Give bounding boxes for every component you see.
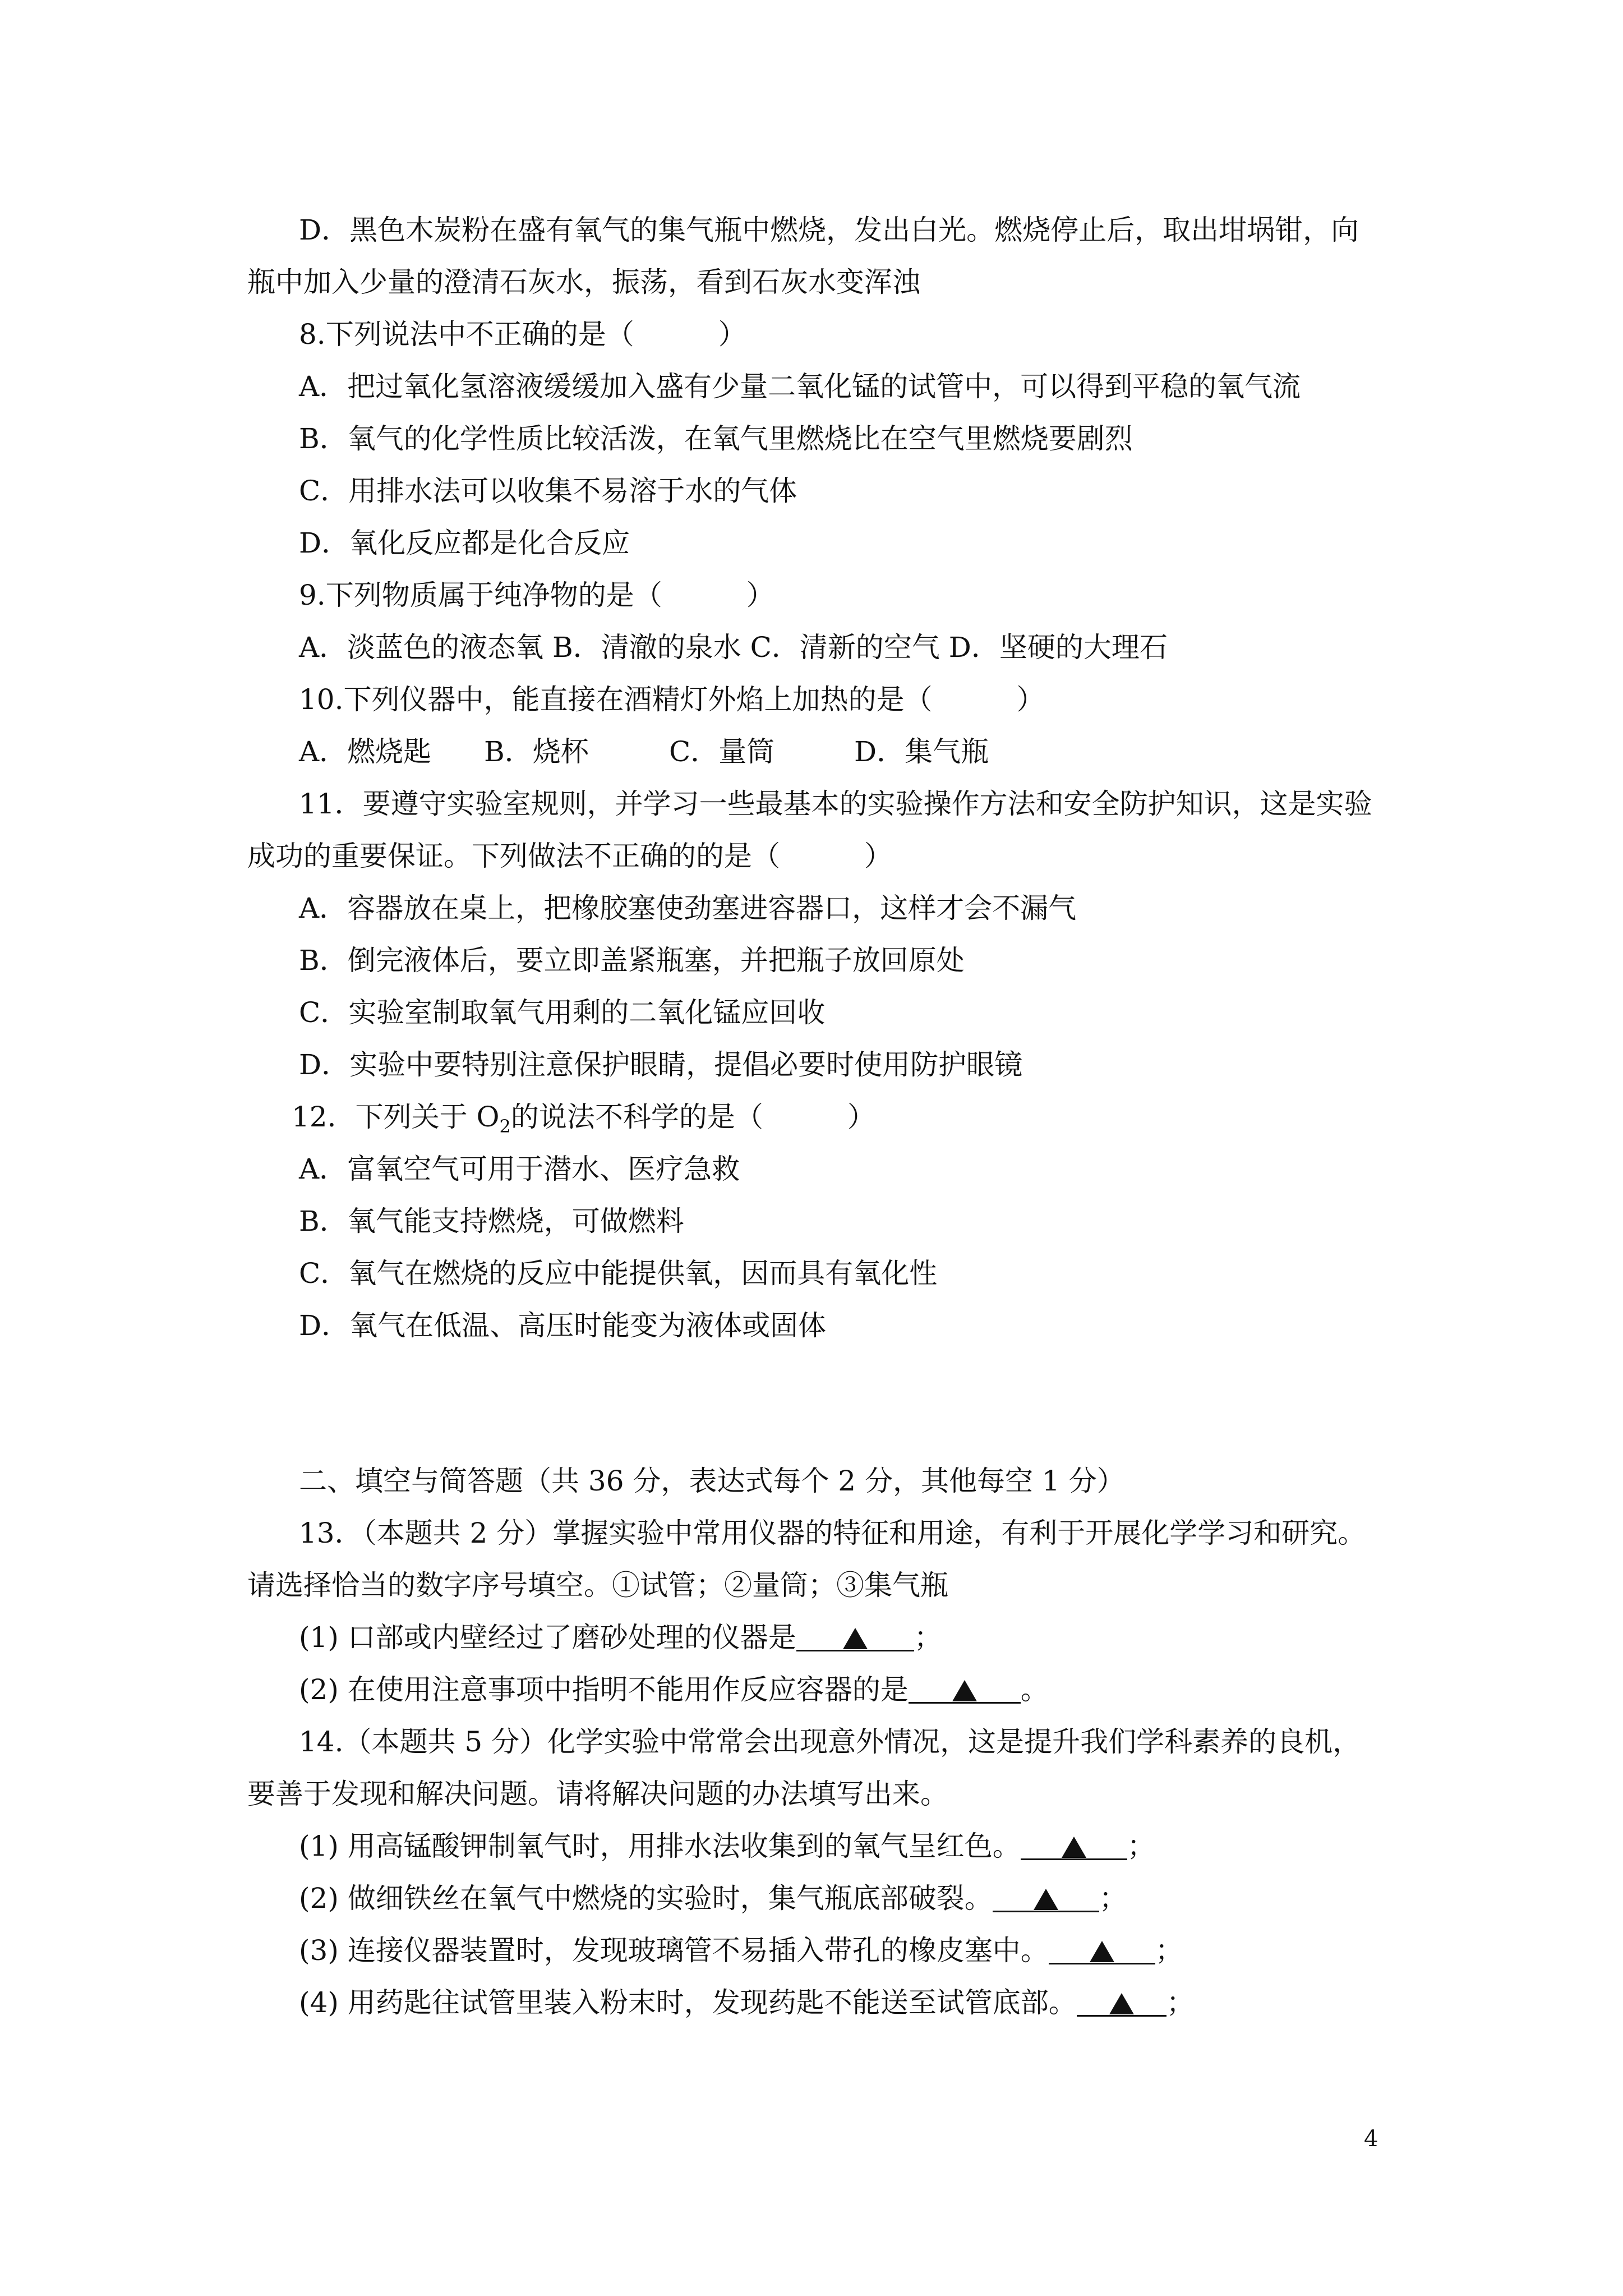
triangle-marker-icon bbox=[1090, 1941, 1114, 1962]
q7-option-d-line2: 瓶中加入少量的澄清石灰水，振荡，看到石灰水变浑浊 bbox=[247, 266, 920, 298]
q14-stem-line2: 要善于发现和解决问题。请将解决问题的办法填写出来。 bbox=[247, 1778, 948, 1810]
answer-blank[interactable] bbox=[1049, 1934, 1155, 1964]
q8-option-a: A．把过氧化氢溶液缓缓加入盛有少量二氧化锰的试管中，可以得到平稳的氧气流 bbox=[299, 370, 1301, 403]
section2-title: 二、填空与简答题（共 36 分，表达式每个 2 分，其他每空 1 分） bbox=[299, 1465, 1125, 1497]
triangle-marker-icon bbox=[1109, 1993, 1134, 2014]
answer-blank[interactable] bbox=[1021, 1829, 1127, 1860]
q13-part2: (2) 在使用注意事项中指明不能用作反应容器的是 。 bbox=[299, 1673, 1049, 1706]
answer-blank[interactable] bbox=[993, 1881, 1099, 1912]
q14-part4: (4) 用药匙往试管里装入粉末时，发现药匙不能送至试管底部。 ； bbox=[299, 1986, 1195, 2019]
q14-stem-line1: 14.（本题共 5 分）化学实验中常常会出现意外情况，这是提升我们学科素养的良机， bbox=[299, 1726, 1361, 1758]
q10-option-c: C．量筒 bbox=[669, 735, 775, 768]
q14-part2: (2) 做细铁丝在氧气中燃烧的实验时，集气瓶底部破裂。 ； bbox=[299, 1882, 1127, 1915]
q11-option-a: A．容器放在桌上，把橡胶塞使劲塞进容器口，这样才会不漏气 bbox=[299, 892, 1077, 924]
q12-option-b: B．氧气能支持燃烧，可做燃料 bbox=[299, 1205, 684, 1237]
q12-stem: 12．下列关于 $O_2$的说法不科学的是（ ） bbox=[292, 1101, 875, 1137]
triangle-marker-icon bbox=[1062, 1837, 1086, 1858]
page-number: 4 bbox=[1364, 2126, 1378, 2152]
q12-option-a: A．富氧空气可用于潜水、医疗急救 bbox=[299, 1153, 740, 1185]
q11-option-c: C．实验室制取氧气用剩的二氧化锰应回收 bbox=[299, 996, 826, 1029]
q11-stem-line1: 11．要遵守实验室规则，并学习一些最基本的实验操作方法和安全防护知识，这是实验 bbox=[299, 788, 1372, 820]
q7-option-d-line1: D．黑色木炭粉在盛有氧气的集气瓶中燃烧，发出白光。燃烧停止后，取出坩埚钳，向 bbox=[299, 214, 1359, 246]
q8-option-b: B．氧气的化学性质比较活泼，在氧气里燃烧比在空气里燃烧要剧烈 bbox=[299, 422, 1133, 455]
triangle-marker-icon bbox=[843, 1628, 868, 1649]
q8-stem: 8.下列说法中不正确的是（ ） bbox=[299, 318, 746, 351]
q10-stem: 10.下列仪器中，能直接在酒精灯外焰上加热的是（ ） bbox=[299, 683, 1045, 716]
q13-part1: (1) 口部或内壁经过了磨砂处理的仪器是 ； bbox=[299, 1621, 942, 1654]
q10-option-a: A．燃烧匙 bbox=[299, 735, 432, 768]
answer-blank[interactable] bbox=[909, 1673, 1021, 1704]
triangle-marker-icon bbox=[952, 1680, 977, 1701]
q12-option-d: D．氧气在低温、高压时能变为液体或固体 bbox=[299, 1309, 827, 1342]
q9-stem: 9.下列物质属于纯净物的是（ ） bbox=[299, 579, 774, 611]
q13-stem-line1: 13．（本题共 2 分）掌握实验中常用仪器的特征和用途，有利于开展化学学习和研究。 bbox=[299, 1517, 1366, 1549]
answer-blank[interactable] bbox=[796, 1621, 914, 1651]
q10-options bbox=[299, 735, 989, 769]
q11-stem-line2: 成功的重要保证。下列做法不正确的的是（ ） bbox=[247, 840, 892, 872]
q10-option-b: B．烧杯 bbox=[484, 735, 589, 768]
q13-stem-line2: 请选择恰当的数字序号填空。①试管；②量筒；③集气瓶 bbox=[247, 1569, 948, 1602]
q12-option-c: C．氧气在燃烧的反应中能提供氧，因而具有氧化性 bbox=[299, 1257, 938, 1290]
q9-options: A．淡蓝色的液态氧 B．清澈的泉水 C．清新的空气 D．坚硬的大理石 bbox=[299, 631, 1168, 664]
q14-part3: (3) 连接仪器装置时，发现玻璃管不易插入带孔的橡皮塞中。 ； bbox=[299, 1934, 1183, 1967]
q8-option-c: C．用排水法可以收集不易溶于水的气体 bbox=[299, 475, 797, 507]
q8-option-d: D．氧化反应都是化合反应 bbox=[299, 527, 630, 559]
q14-part1: (1) 用高锰酸钾制氧气时，用排水法收集到的氧气呈红色。 ； bbox=[299, 1830, 1155, 1862]
triangle-marker-icon bbox=[1034, 1889, 1058, 1910]
q11-option-b: B．倒完液体后，要立即盖紧瓶塞，并把瓶子放回原处 bbox=[299, 944, 965, 977]
q10-option-d: D．集气瓶 bbox=[854, 735, 989, 768]
q11-option-d: D．实验中要特别注意保护眼睛，提倡必要时使用防护眼镜 bbox=[299, 1048, 1023, 1081]
answer-blank[interactable] bbox=[1077, 1986, 1166, 2017]
